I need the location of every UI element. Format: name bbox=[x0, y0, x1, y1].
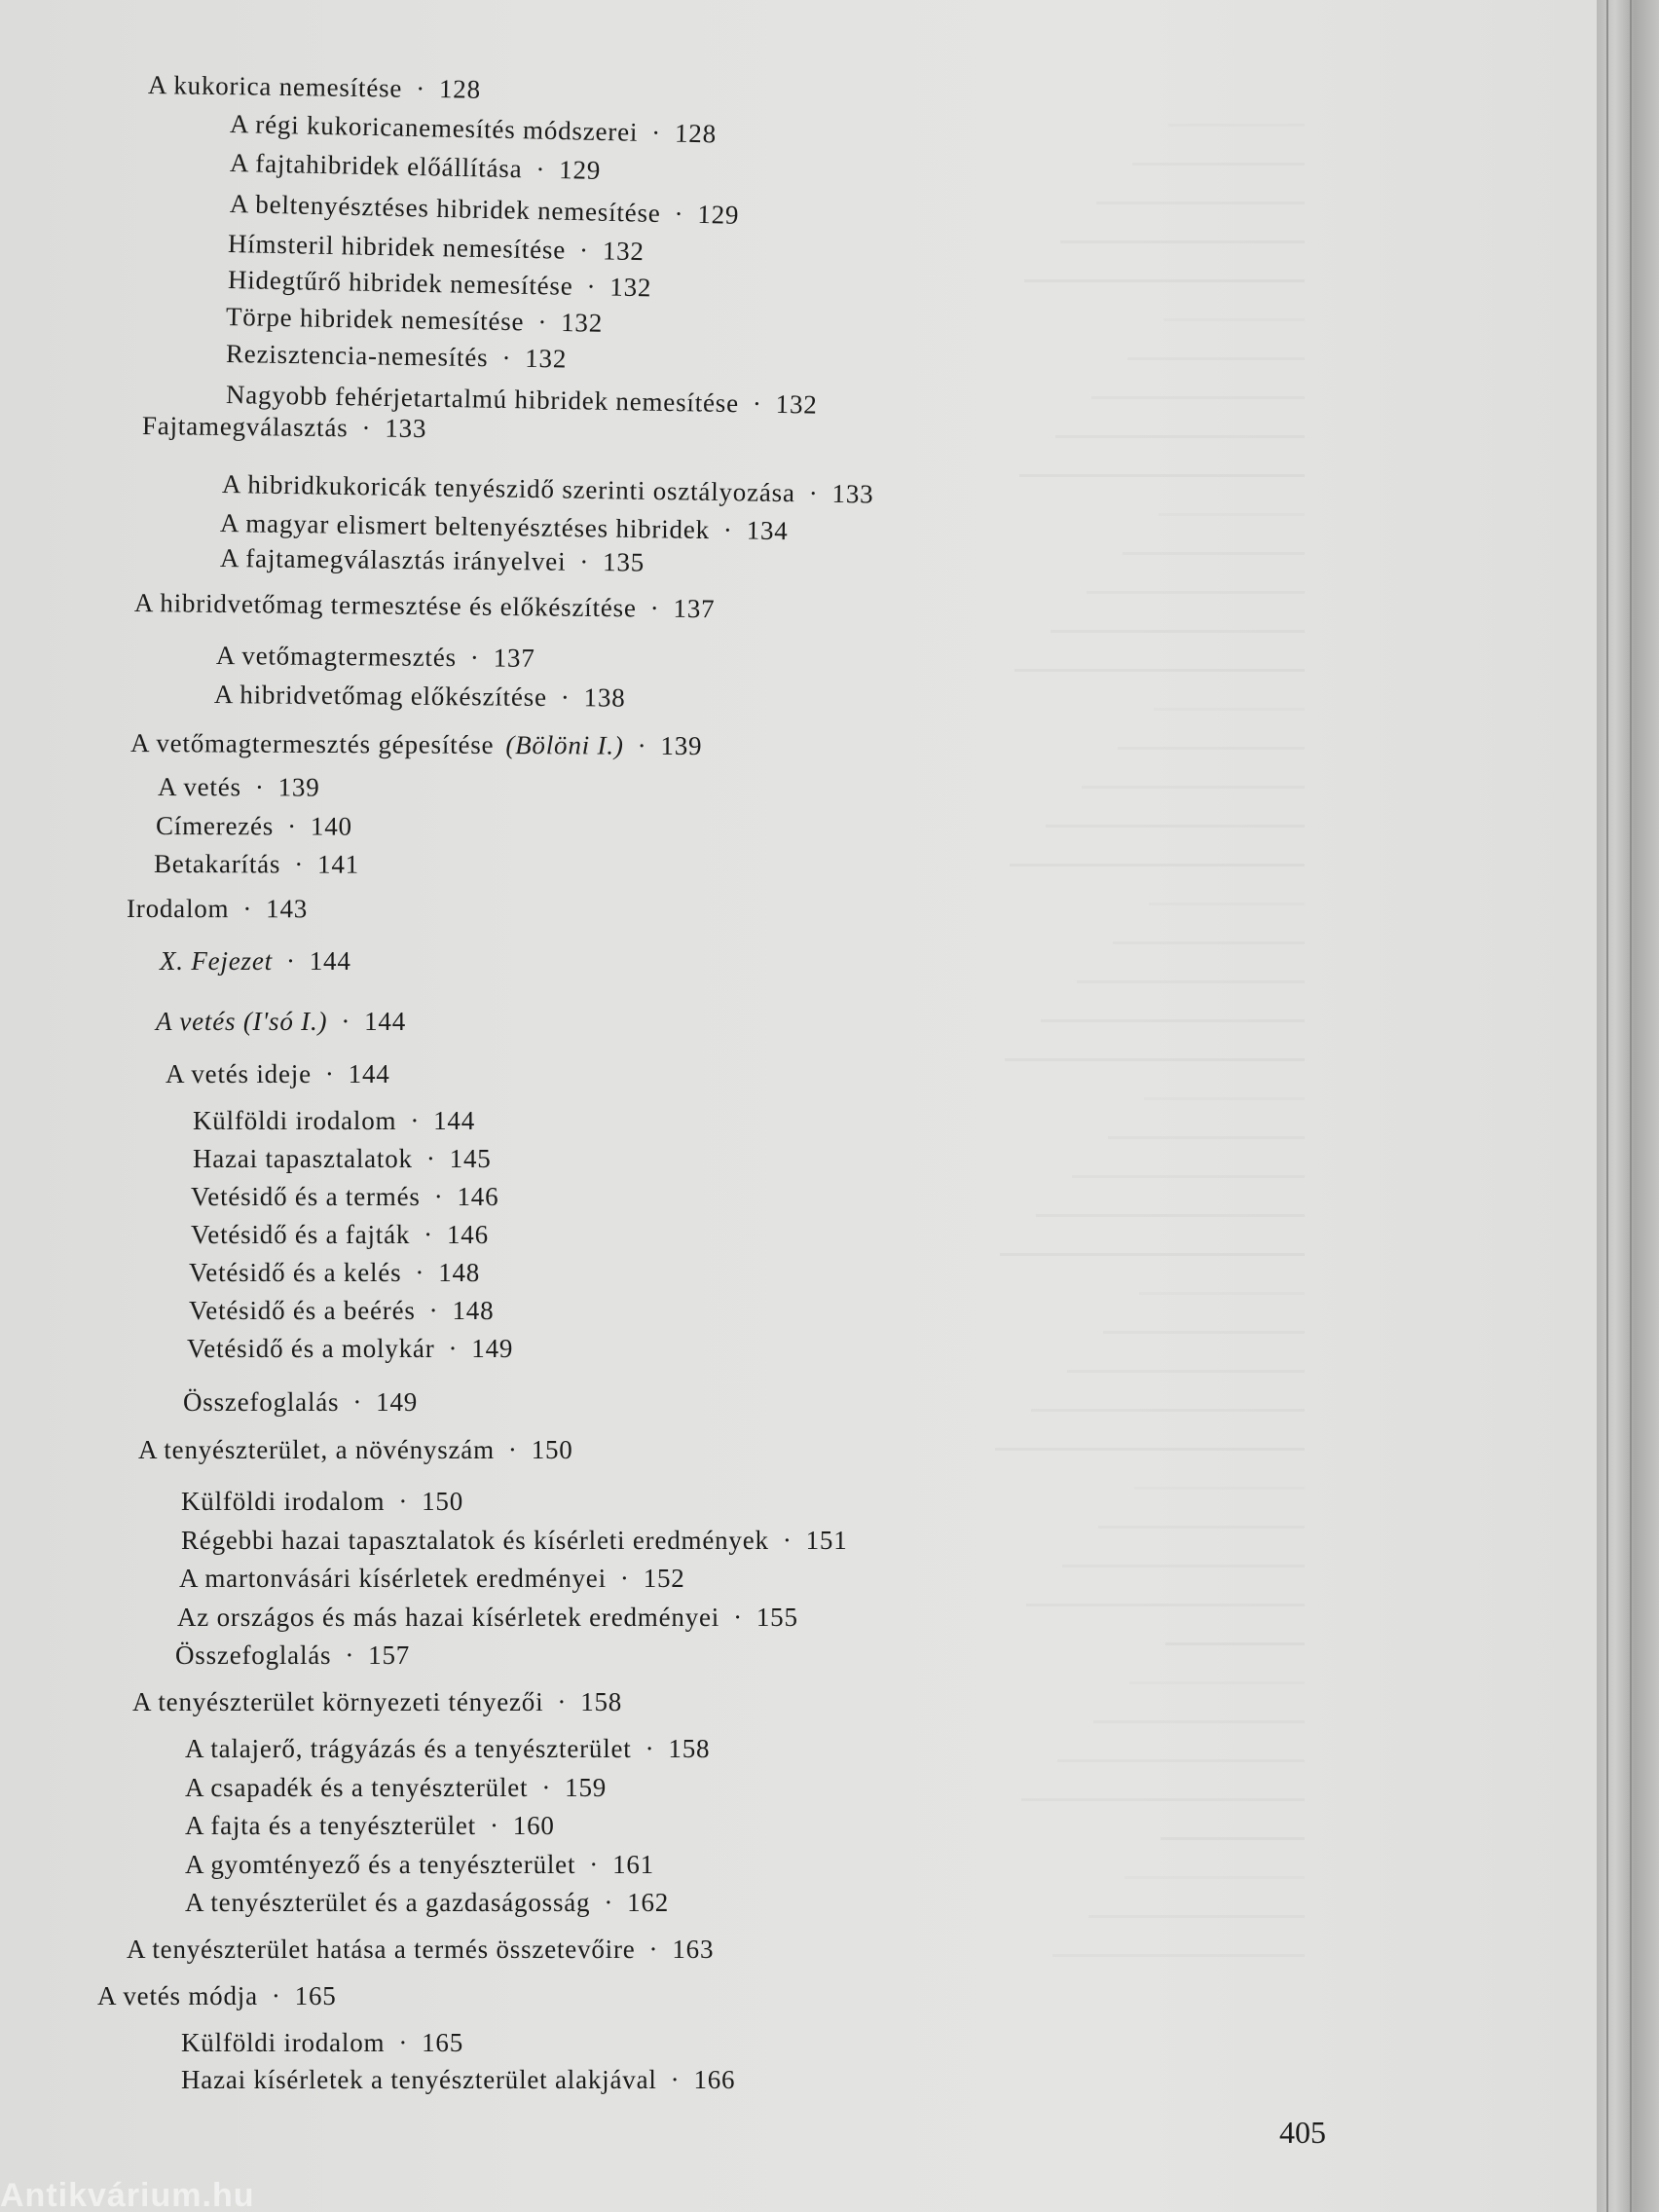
toc-entry-page: 132 bbox=[602, 236, 645, 267]
toc-entry-title: A hibridvetőmag előkészítése bbox=[213, 680, 547, 712]
toc-entry-title: Rezisztencia-nemesítés bbox=[225, 339, 489, 373]
toc-entry bbox=[154, 849, 359, 880]
toc-entry bbox=[185, 1734, 710, 1764]
toc-entry-page: 137 bbox=[673, 593, 716, 624]
toc-leader-dot: · bbox=[648, 1935, 659, 1964]
toc-entry-title: Fajtamegválasztás bbox=[141, 411, 349, 443]
toc-entry bbox=[228, 265, 652, 303]
toc-entry-page: 149 bbox=[471, 1334, 514, 1363]
toc-entry-page: 133 bbox=[831, 478, 874, 509]
toc-leader-dot: · bbox=[398, 1487, 409, 1516]
toc-leader-dot: · bbox=[287, 811, 298, 841]
toc-leader-dot: · bbox=[448, 1334, 459, 1363]
toc-entry bbox=[177, 1603, 798, 1633]
toc-entry-page: 159 bbox=[565, 1773, 608, 1802]
toc-entry-title: A magyar elismert beltenyésztéses hibridek bbox=[219, 508, 711, 545]
toc-entry bbox=[228, 229, 645, 267]
toc-entry bbox=[183, 1387, 418, 1418]
toc-entry-title: Hímsteril hibridek nemesítése bbox=[227, 229, 567, 265]
toc-entry-page: 139 bbox=[660, 730, 703, 761]
page-edge bbox=[1597, 0, 1659, 2212]
toc-entry-page: 148 bbox=[452, 1296, 495, 1325]
toc-entry-page: 158 bbox=[580, 1687, 623, 1716]
toc-leader-dot: · bbox=[294, 849, 305, 879]
toc-entry-title: Vetésidő és a molykár bbox=[187, 1334, 435, 1363]
toc-entry bbox=[181, 2028, 463, 2058]
toc-entry-title: A hibridkukoricák tenyészidő szerinti osztályozása bbox=[221, 469, 796, 508]
toc-leader-dot: · bbox=[586, 272, 597, 302]
toc-leader-dot: · bbox=[242, 894, 253, 924]
toc-entry bbox=[193, 1144, 492, 1174]
toc-entry bbox=[189, 1258, 480, 1288]
toc-entry bbox=[97, 1981, 337, 2011]
toc-leader-dot: · bbox=[579, 546, 590, 576]
toc-entry-title: Vetésidő és a termés bbox=[191, 1182, 421, 1211]
toc-entry bbox=[160, 946, 351, 977]
toc-leader-dot: · bbox=[271, 1981, 281, 2010]
toc-entry bbox=[132, 1687, 622, 1717]
toc-leader-dot: · bbox=[589, 1850, 600, 1879]
toc-leader-dot: · bbox=[398, 2028, 409, 2057]
toc-entry-page: 139 bbox=[277, 772, 320, 802]
toc-leader-dot: · bbox=[433, 1182, 444, 1211]
toc-leader-dot: · bbox=[541, 1773, 552, 1802]
toc-entry bbox=[193, 1106, 475, 1136]
toc-entry bbox=[220, 508, 789, 546]
toc-leader-dot: · bbox=[560, 682, 571, 713]
toc-entry-page: 162 bbox=[627, 1888, 670, 1917]
toc-entry bbox=[148, 70, 481, 105]
toc-entry-author: (Bölöni I.) bbox=[505, 730, 624, 760]
toc-leader-dot: · bbox=[650, 118, 662, 148]
toc-entry-title: Hidegtűrő hibridek nemesítése bbox=[227, 265, 573, 301]
toc-entry bbox=[142, 411, 427, 444]
toc-entry-page: 141 bbox=[316, 849, 360, 879]
toc-entry-page: 128 bbox=[674, 118, 718, 149]
toc-entry-title: Az országos és más hazai kísérletek eredményei bbox=[177, 1603, 720, 1632]
toc-entry-title: A tenyészterület és a gazdaságosság bbox=[185, 1888, 591, 1917]
toc-entry-title: Összefoglalás bbox=[183, 1387, 340, 1417]
watermark: Antikvárium.hu bbox=[0, 2177, 255, 2212]
toc-entry bbox=[187, 1334, 513, 1364]
toc-entry-title: Összefoglalás bbox=[175, 1641, 332, 1670]
toc-entry bbox=[230, 109, 718, 149]
toc-entry-title: A régi kukoricanemesítés módszerei bbox=[229, 109, 639, 147]
toc-entry-title: A fajta és a tenyészterület bbox=[185, 1811, 476, 1840]
toc-entry-title: X. Fejezet bbox=[160, 946, 273, 976]
toc-entry-page: 140 bbox=[310, 811, 352, 841]
toc-entry-title: A vetőmagtermesztés bbox=[215, 641, 458, 673]
toc-entry bbox=[230, 148, 602, 186]
toc-leader-dot: · bbox=[782, 1526, 793, 1555]
toc-entry bbox=[130, 728, 703, 761]
toc-entry bbox=[220, 543, 645, 578]
toc-entry-title: A vetés ideje bbox=[166, 1059, 312, 1088]
toc-entry bbox=[156, 1007, 406, 1037]
toc-entry bbox=[185, 1811, 555, 1841]
toc-entry bbox=[230, 189, 740, 231]
toc-entry-title: A vetőmagtermesztés gépesítése bbox=[129, 728, 495, 759]
toc-entry bbox=[138, 1435, 573, 1465]
toc-leader-dot: · bbox=[674, 199, 684, 229]
toc-entry bbox=[175, 1641, 410, 1671]
toc-entry-title: Nagyobb fehérjetartalmú hibridek nemesítése bbox=[225, 380, 740, 419]
toc-leader-dot: · bbox=[670, 2065, 681, 2094]
toc-leader-dot: · bbox=[345, 1641, 355, 1670]
toc-entry-page: 132 bbox=[525, 343, 568, 374]
toc-entry-page: 135 bbox=[602, 547, 645, 577]
toc-entry-title: Külföldi irodalom bbox=[181, 2028, 386, 2057]
toc-entry bbox=[127, 1935, 714, 1965]
toc-entry-title: A tenyészterület környezeti tényezői bbox=[132, 1687, 544, 1716]
toc-entry-title: A csapadék és a tenyészterület bbox=[185, 1773, 529, 1802]
toc-entry-page: 143 bbox=[266, 894, 309, 924]
toc-entry bbox=[216, 641, 535, 674]
toc-entry-title: Vetésidő és a beérés bbox=[189, 1296, 416, 1325]
toc-entry-page: 132 bbox=[775, 388, 818, 420]
toc-entry-page: 150 bbox=[422, 1487, 464, 1516]
toc-entry-page: 166 bbox=[693, 2065, 736, 2094]
toc-leader-dot: · bbox=[469, 643, 480, 673]
toc-entry-title: Külföldi irodalom bbox=[193, 1106, 397, 1135]
toc-entry bbox=[214, 680, 626, 714]
toc-entry-title: A fajtahibridek előállítása bbox=[229, 148, 523, 184]
toc-entry-title: Hazai tapasztalatok bbox=[193, 1144, 413, 1173]
toc-entry-page: 132 bbox=[609, 272, 652, 303]
toc-entry-title: A vetés bbox=[157, 772, 241, 802]
toc-leader-dot: · bbox=[410, 1106, 421, 1135]
toc-entry-page: 129 bbox=[697, 199, 740, 230]
toc-entry-page: 160 bbox=[512, 1811, 555, 1840]
toc-entry-page: 138 bbox=[583, 682, 626, 713]
toc-entry-title: A kukorica nemesítése bbox=[147, 70, 403, 103]
toc-entry-title: Vetésidő és a fajták bbox=[191, 1220, 411, 1249]
toc-leader-dot: · bbox=[324, 1059, 335, 1088]
toc-entry-title: A tenyészterület hatása a termés összetevőire bbox=[127, 1935, 636, 1964]
toc-entry-page: 144 bbox=[348, 1059, 390, 1088]
toc-entry bbox=[156, 811, 352, 842]
toc-entry-title: Régebbi hazai tapasztalatok és kísérleti eredmények bbox=[181, 1526, 769, 1555]
toc-entry-page: 132 bbox=[560, 308, 604, 338]
toc-entry bbox=[185, 1850, 654, 1880]
toc-entry-title: Külföldi irodalom bbox=[181, 1487, 386, 1516]
toc-entry-title: A gyomtényező és a tenyészterület bbox=[185, 1850, 576, 1879]
toc-entry-page: 145 bbox=[449, 1144, 492, 1173]
toc-entry-title: A martonvásári kísérletek eredményei bbox=[179, 1564, 607, 1593]
toc-entry-page: 137 bbox=[493, 643, 535, 673]
toc-entry bbox=[226, 339, 568, 374]
toc-entry bbox=[191, 1182, 498, 1212]
toc-entry-page: 165 bbox=[422, 2028, 464, 2057]
page-number: 405 bbox=[1279, 2115, 1326, 2150]
toc-entry-page: 155 bbox=[756, 1603, 798, 1632]
toc-entry-title: Betakarítás bbox=[153, 849, 281, 879]
toc-entry-page: 128 bbox=[438, 74, 482, 104]
toc-entry-title: A hibridvetőmag termesztése és előkészítése bbox=[133, 588, 637, 623]
toc-entry-page: 149 bbox=[376, 1387, 419, 1417]
toc-entry bbox=[185, 1773, 607, 1803]
toc-leader-dot: · bbox=[535, 154, 546, 184]
toc-leader-dot: · bbox=[352, 1387, 363, 1417]
toc-leader-dot: · bbox=[507, 1435, 518, 1464]
toc-leader-dot: · bbox=[489, 1811, 499, 1840]
toc-entry bbox=[181, 1526, 848, 1556]
toc-entry bbox=[185, 1888, 669, 1918]
toc-leader-dot: · bbox=[557, 1687, 568, 1716]
toc-entry bbox=[181, 2065, 735, 2095]
toc-leader-dot: · bbox=[415, 1258, 425, 1287]
toc-entry-page: 151 bbox=[805, 1526, 848, 1555]
toc-leader-dot: · bbox=[537, 307, 548, 337]
toc-entry-page: 144 bbox=[364, 1007, 407, 1036]
toc-leader-dot: · bbox=[361, 413, 372, 443]
toc-leader-dot: · bbox=[645, 1734, 655, 1763]
toc-entry-page: 148 bbox=[438, 1258, 481, 1287]
toc-leader-dot: · bbox=[341, 1007, 351, 1036]
toc-entry-page: 157 bbox=[368, 1641, 411, 1670]
toc-entry-page: 144 bbox=[309, 946, 351, 976]
toc-leader-dot: · bbox=[619, 1564, 630, 1593]
toc-entry-page: 134 bbox=[746, 515, 789, 546]
toc-leader-dot: · bbox=[808, 478, 819, 508]
toc-entry-title: Irodalom bbox=[126, 894, 230, 924]
toc-leader-dot: · bbox=[578, 235, 590, 266]
toc-entry bbox=[134, 588, 716, 624]
toc-entry-title: A fajtamegválasztás irányelvei bbox=[219, 543, 567, 576]
toc-entry bbox=[189, 1296, 494, 1326]
toc-entry bbox=[127, 894, 308, 924]
toc-entry-title: A tenyészterület, a növényszám bbox=[138, 1435, 495, 1464]
toc-entry-page: 146 bbox=[457, 1182, 499, 1211]
toc-leader-dot: · bbox=[425, 1144, 436, 1173]
toc-entry-page: 133 bbox=[385, 413, 427, 444]
toc-entry-title: A beltenyésztéses hibridek nemesítése bbox=[229, 189, 661, 229]
toc-entry-page: 152 bbox=[643, 1564, 685, 1593]
toc-entry bbox=[158, 772, 320, 803]
toc-entry bbox=[181, 1487, 463, 1517]
toc-entry-page: 146 bbox=[446, 1220, 489, 1249]
toc-entry-title: A vetés módja bbox=[97, 1981, 258, 2010]
toc-entry-page: 158 bbox=[668, 1734, 711, 1763]
toc-entry-page: 163 bbox=[672, 1935, 715, 1964]
toc-leader-dot: · bbox=[285, 946, 296, 976]
toc-entry bbox=[222, 469, 874, 510]
toc-leader-dot: · bbox=[722, 515, 733, 545]
toc-entry-title: Címerezés bbox=[155, 811, 275, 841]
toc-entry-title: A vetés (I'só I.) bbox=[156, 1007, 328, 1036]
toc-leader-dot: · bbox=[752, 388, 762, 419]
toc-entry-title: Törpe hibridek nemesítése bbox=[225, 302, 525, 337]
toc-leader-dot: · bbox=[649, 593, 660, 623]
toc-leader-dot: · bbox=[254, 772, 265, 802]
toc-entry-page: 161 bbox=[612, 1850, 654, 1879]
toc-leader-dot: · bbox=[428, 1296, 439, 1325]
toc-entry-page: 150 bbox=[531, 1435, 573, 1464]
toc-entry-title: A talajerő, trágyázás és a tenyészterület bbox=[185, 1734, 632, 1763]
toc-entry bbox=[179, 1564, 685, 1594]
toc-leader-dot: · bbox=[733, 1603, 743, 1632]
toc-leader-dot: · bbox=[637, 730, 647, 760]
toc-entry-title: Vetésidő és a kelés bbox=[189, 1258, 402, 1287]
toc-entry-title: Hazai kísérletek a tenyészterület alakjával bbox=[181, 2065, 657, 2094]
toc-leader-dot: · bbox=[604, 1888, 614, 1917]
toc-leader-dot: · bbox=[416, 73, 426, 103]
toc-entry-page: 144 bbox=[433, 1106, 476, 1135]
toc-entry bbox=[191, 1220, 489, 1250]
toc-leader-dot: · bbox=[424, 1220, 433, 1249]
toc-leader-dot: · bbox=[501, 343, 512, 373]
toc-entry-page: 129 bbox=[558, 155, 602, 185]
toc-entry-page: 165 bbox=[294, 1981, 337, 2010]
toc-entry bbox=[166, 1059, 390, 1089]
toc-entry bbox=[226, 302, 604, 339]
